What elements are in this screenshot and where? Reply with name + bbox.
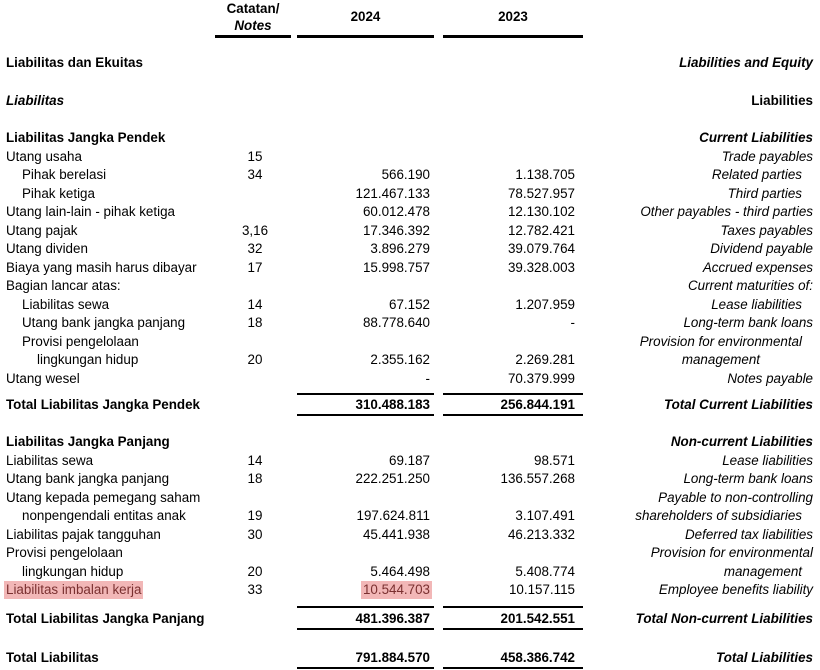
row-value-2023: - — [570, 315, 575, 330]
row-label-en: shareholders of subsidiaries — [635, 508, 802, 523]
row-note: 14 — [247, 296, 263, 312]
row-note: 17 — [247, 259, 263, 275]
row-label-id: lingkungan hidup — [22, 563, 124, 579]
row-label-id: Utang pajak — [6, 222, 78, 238]
row-value-2024: 69.187 — [389, 452, 430, 468]
row-note: 18 — [247, 471, 263, 486]
notes-column-header — [215, 0, 291, 34]
noncurrent-liabilities-heading — [0, 433, 820, 451]
row-value-2023: 1.138.705 — [515, 167, 575, 182]
main-title-id: Liabilitas dan Ekuitas — [6, 55, 143, 70]
row-note: 33 — [247, 582, 263, 597]
table-row — [0, 370, 820, 388]
notes-header-id: Catatan/ — [226, 1, 280, 16]
row-value-2023: 10.157.115 — [508, 582, 575, 597]
grand-total-2023: 458.386.742 — [500, 650, 575, 665]
subtitle-en: Liabilities — [751, 93, 813, 108]
row-value-2024: 5.464.498 — [370, 563, 430, 579]
row-value-2023: 39.079.764 — [507, 241, 575, 256]
row-label-id: lingkungan hidup — [37, 352, 139, 367]
row-value-2024-highlighted: 10.544.703 — [362, 582, 430, 597]
notes-header-en: Notes — [234, 18, 272, 33]
table-row — [0, 259, 820, 277]
row-label-en: Related parties — [711, 167, 802, 182]
row-note: 3,16 — [241, 222, 269, 238]
row-label-id: Liabilitas sewa — [22, 296, 110, 312]
row-label-en: Lease liabilities — [711, 296, 802, 312]
row-value-2024: 197.624.811 — [356, 508, 430, 523]
row-value-2023: 136.557.268 — [500, 471, 575, 486]
row-label-id: Utang usaha — [6, 148, 82, 164]
row-value-2023: 46.213.332 — [507, 526, 575, 542]
current-liabilities-heading — [0, 129, 820, 147]
row-label-en: Taxes payables — [720, 222, 813, 238]
row-value-2023: 98.571 — [534, 452, 575, 468]
table-row — [0, 277, 820, 295]
row-label-en: management — [723, 563, 802, 579]
row-note: 20 — [247, 352, 263, 367]
notes-header-underline — [215, 35, 291, 38]
current-total-top-rule-2023 — [443, 393, 583, 395]
row-label-en: Long-term bank loans — [683, 471, 813, 486]
row-note: 32 — [247, 241, 263, 256]
table-row — [0, 563, 820, 581]
row-label-en: Provision for environmental — [639, 333, 802, 349]
row-label-id: Bagian lancar atas: — [6, 278, 121, 293]
row-value-2024: 45.441.938 — [362, 526, 430, 542]
noncurrent-total-bottom-rule-2023 — [443, 628, 583, 630]
row-label-id: Pihak ketiga — [22, 185, 95, 201]
table-row — [0, 203, 820, 221]
table-row — [0, 166, 820, 184]
table-row — [0, 526, 820, 544]
table-row — [0, 148, 820, 166]
table-row — [0, 452, 820, 470]
table-row-highlighted — [0, 581, 820, 599]
row-label-en: Current maturities of: — [687, 278, 813, 293]
current-heading-id: Liabilitas Jangka Pendek — [6, 130, 166, 145]
row-label-id: Liabilitas sewa — [6, 452, 94, 468]
row-value-2024: 566.190 — [381, 167, 430, 182]
row-value-2023: 3.107.491 — [515, 508, 575, 523]
row-label-en: management — [681, 352, 760, 367]
table-row — [0, 470, 820, 488]
table-row — [0, 185, 820, 203]
table-row — [0, 544, 820, 562]
row-value-2023: 2.269.281 — [515, 352, 575, 367]
table-row — [0, 507, 820, 525]
current-total-label-en: Total Current Liabilities — [663, 397, 813, 412]
year-2024-header: 2024 — [350, 9, 381, 24]
title-row — [0, 54, 820, 72]
row-note: 20 — [247, 563, 263, 579]
row-value-2023: 5.408.774 — [515, 563, 575, 579]
row-label-id: Utang kepada pemegang saham — [6, 489, 201, 505]
current-heading-en: Current Liabilities — [699, 130, 813, 145]
current-total-top-rule-2024 — [297, 393, 434, 395]
noncurrent-heading-en: Non-current Liabilities — [670, 434, 813, 449]
row-label-en: Lease liabilities — [722, 452, 813, 468]
row-label-id: Liabilitas pajak tangguhan — [6, 526, 161, 542]
row-value-2024: - — [425, 370, 430, 386]
row-label-id: Biaya yang masih harus dibayar — [6, 259, 197, 275]
row-value-2024: 121.467.133 — [355, 185, 430, 201]
row-label-en: Third parties — [727, 185, 802, 201]
row-label-id: Utang bank jangka panjang — [22, 315, 186, 330]
grand-total-bottom-rule-2024 — [297, 667, 434, 669]
row-label-en: Employee benefits liability — [658, 582, 813, 597]
table-row — [0, 314, 820, 332]
grand-total-row — [0, 649, 820, 667]
row-value-2024: 60.012.478 — [362, 204, 430, 219]
grand-total-label-id: Total Liabilitas — [6, 650, 99, 665]
row-value-2024: 2.355.162 — [370, 352, 430, 367]
row-label-id: Utang wesel — [6, 370, 80, 386]
row-label-id: Provisi pengelolaan — [22, 333, 139, 349]
row-note: 14 — [247, 452, 263, 468]
row-note: 30 — [247, 526, 263, 542]
year-2024-header-underline — [297, 35, 434, 38]
row-label-en: Accrued expenses — [702, 259, 813, 275]
row-label-id-highlighted: Liabilitas imbalan kerja — [6, 582, 142, 597]
main-title-en: Liabilities and Equity — [679, 55, 813, 70]
row-value-2023: 12.782.421 — [507, 222, 575, 238]
table-row — [0, 296, 820, 314]
current-total-bottom-rule-2024 — [297, 414, 434, 416]
current-total-row — [0, 396, 820, 414]
current-total-bottom-rule-2023 — [443, 414, 583, 416]
table-row — [0, 489, 820, 507]
row-value-2024: 222.251.250 — [355, 471, 430, 486]
subtitle-id: Liabilitas — [6, 93, 65, 108]
year-2023-header-underline — [443, 35, 583, 38]
row-label-en: Trade payables — [721, 148, 813, 164]
grand-total-label-en: Total Liabilities — [716, 650, 813, 665]
row-label-id: nonpengendali entitas anak — [22, 508, 186, 523]
current-total-label-id: Total Liabilitas Jangka Pendek — [6, 397, 200, 412]
row-note: 15 — [247, 148, 263, 164]
table-row — [0, 351, 820, 369]
noncurrent-heading-id: Liabilitas Jangka Panjang — [6, 434, 170, 449]
noncurrent-total-bottom-rule-2024 — [297, 628, 434, 630]
table-row — [0, 240, 820, 258]
row-value-2023: 70.379.999 — [507, 370, 575, 386]
noncurrent-total-top-rule-2023 — [443, 606, 583, 608]
row-value-2024: 88.778.640 — [362, 315, 430, 330]
table-row — [0, 333, 820, 351]
row-value-2024: 15.998.757 — [362, 259, 430, 275]
row-note: 34 — [247, 167, 263, 182]
noncurrent-total-top-rule-2024 — [297, 606, 434, 608]
current-total-2024: 310.488.183 — [355, 397, 430, 412]
grand-total-2024: 791.884.570 — [355, 650, 430, 665]
row-label-id: Utang bank jangka panjang — [6, 471, 170, 486]
noncurrent-total-label-en: Total Non-current Liabilities — [635, 611, 813, 626]
row-label-en: Other payables - third parties — [640, 204, 813, 219]
noncurrent-total-row — [0, 610, 820, 628]
row-value-2024: 3.896.279 — [370, 241, 430, 256]
noncurrent-total-label-id: Total Liabilitas Jangka Panjang — [6, 611, 205, 626]
subtitle-row — [0, 92, 820, 110]
current-total-2023: 256.844.191 — [500, 397, 575, 412]
noncurrent-total-2023: 201.542.551 — [500, 611, 575, 626]
row-label-en: Long-term bank loans — [683, 315, 813, 330]
row-value-2023: 39.328.003 — [507, 259, 575, 275]
row-note: 19 — [247, 508, 263, 523]
row-value-2024: 17.346.392 — [362, 222, 430, 238]
row-value-2023: 78.527.957 — [507, 185, 575, 201]
row-value-2023: 12.130.102 — [507, 204, 575, 219]
row-label-id: Utang lain-lain - pihak ketiga — [6, 204, 175, 219]
row-label-en: Deferred tax liabilities — [684, 526, 813, 542]
row-label-id: Provisi pengelolaan — [6, 545, 123, 560]
row-label-id: Utang dividen — [6, 241, 88, 256]
row-label-id: Pihak berelasi — [22, 167, 107, 182]
row-note: 18 — [247, 315, 263, 330]
row-value-2024: 67.152 — [389, 296, 430, 312]
row-label-en: Notes payable — [727, 370, 813, 386]
row-label-en: Payable to non-controlling — [658, 489, 813, 505]
row-value-2023: 1.207.959 — [515, 296, 575, 312]
year-2023-header: 2023 — [498, 9, 528, 24]
row-label-en: Provision for environmental — [650, 545, 813, 560]
row-label-en: Dividend payable — [710, 241, 813, 256]
table-row — [0, 222, 820, 240]
grand-total-bottom-rule-2023 — [443, 667, 583, 669]
noncurrent-total-2024: 481.396.387 — [355, 611, 430, 626]
